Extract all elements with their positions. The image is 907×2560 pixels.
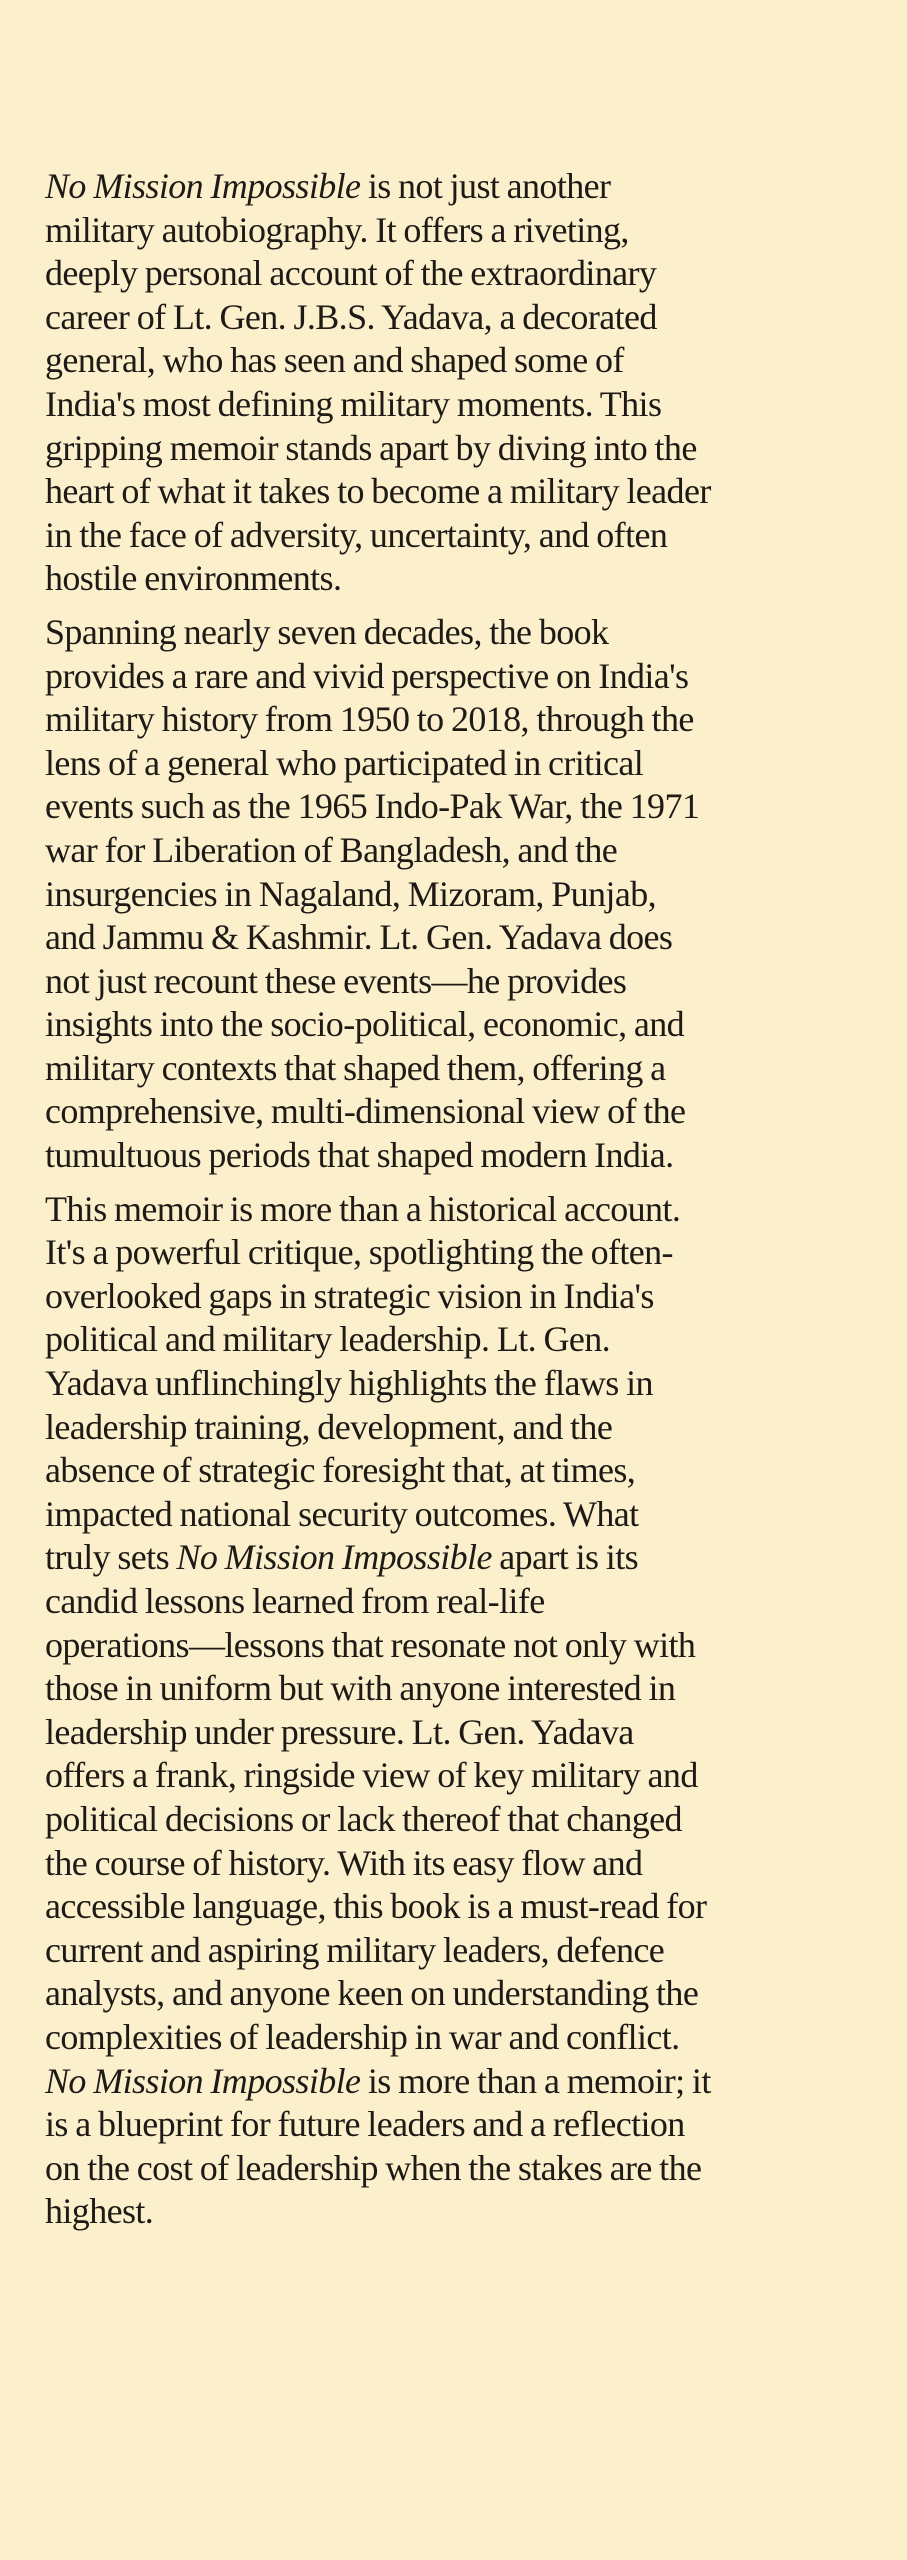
text-line [45, 873, 895, 917]
text-segment: is a blueprint for future leaders and a reflection [45, 2104, 685, 2145]
paragraph [45, 611, 895, 1178]
text-segment: political decisions or lack thereof that changed [45, 1798, 682, 1839]
book-title-italic: No Mission Impossible [176, 1537, 492, 1578]
text-segment: those in uniform but with anyone interested in [45, 1668, 676, 1709]
text-line [45, 1134, 895, 1178]
text-segment: analysts, and anyone keen on understanding the [45, 1973, 699, 2014]
text-segment: Spanning nearly seven decades, the book [45, 611, 609, 652]
text-segment: complexities of leadership in war and conflict. [45, 2016, 680, 2057]
text-line [45, 1449, 895, 1493]
text-segment: insurgencies in Nagaland, Mizoram, Punjab, [45, 873, 656, 914]
text-line [45, 2147, 895, 2191]
text-segment: candid lessons learned from real-life [45, 1581, 545, 1621]
text-line [45, 829, 895, 873]
text-line [45, 611, 895, 655]
text-line [45, 1536, 895, 1580]
text-segment: is more than a memoir; it [360, 2060, 711, 2101]
text-line [45, 427, 895, 471]
text-segment: gripping memoir stands apart by diving into the [45, 427, 697, 468]
text-segment: accessible language, this book is a must-read for [45, 1886, 707, 1927]
text-line [45, 296, 895, 340]
text-segment: impacted national security outcomes. What [45, 1493, 639, 1534]
text-line [45, 1798, 895, 1842]
text-line [45, 209, 895, 253]
text-segment: events such as the 1965 Indo-Pak War, the 1971 [45, 786, 700, 827]
text-segment: military history from 1950 to 2018, through the [45, 699, 694, 740]
text-line [45, 2103, 895, 2147]
text-segment: India's most defining military moments. This [45, 383, 662, 424]
text-line [45, 1624, 895, 1668]
text-line [45, 1047, 895, 1091]
text-segment: is not just another [360, 166, 611, 206]
text-segment: overlooked gaps in strategic vision in India's [45, 1275, 654, 1316]
text-line [45, 557, 895, 601]
text-line [45, 960, 895, 1004]
text-segment: current and aspiring military leaders, defence [45, 1929, 665, 1970]
text-segment: insights into the socio-political, economic, and [45, 1004, 685, 1045]
text-line [45, 1003, 895, 1047]
text-segment: leadership under pressure. Lt. Gen. Yadava [45, 1711, 634, 1752]
text-segment: heart of what it takes to become a military leader [45, 471, 711, 512]
text-line [45, 1972, 895, 2016]
text-line [45, 2060, 895, 2104]
text-line [45, 165, 895, 209]
text-line [45, 1406, 895, 1450]
text-line [45, 470, 895, 514]
text-segment: absence of strategic foresight that, at times, [45, 1450, 636, 1491]
text-segment: not just recount these events—he provides [45, 960, 627, 1001]
text-segment: provides a rare and vivid perspective on India's [45, 655, 689, 696]
text-line [45, 514, 895, 558]
text-line [45, 1493, 895, 1537]
text-segment: career of Lt. Gen. J.B.S. Yadava, a decorated [45, 296, 657, 337]
text-line [45, 742, 895, 786]
text-line [45, 1667, 895, 1711]
paragraph [45, 1188, 895, 2234]
text-line [45, 785, 895, 829]
text-segment: military autobiography. It offers a riveting, [45, 209, 629, 250]
text-line [45, 1188, 895, 1232]
text-line [45, 339, 895, 383]
text-line [45, 1275, 895, 1319]
text-line [45, 698, 895, 742]
text-segment: deeply personal account of the extraordinary [45, 253, 657, 294]
text-line [45, 1754, 895, 1798]
text-segment: truly sets [45, 1537, 177, 1578]
text-segment: offers a frank, ringside view of key military and [45, 1755, 698, 1796]
book-blurb [45, 165, 895, 2244]
text-segment: tumultuous periods that shaped modern India. [45, 1135, 674, 1176]
text-segment: It's a powerful critique, spotlighting the often- [45, 1232, 673, 1273]
text-line [45, 1929, 895, 1973]
text-line [45, 1711, 895, 1755]
text-segment: on the cost of leadership when the stakes are the [45, 2147, 702, 2188]
text-segment: operations—lessons that resonate not only with [45, 1624, 696, 1665]
text-line [45, 916, 895, 960]
text-line [45, 1090, 895, 1134]
text-line [45, 383, 895, 427]
paragraph [45, 165, 895, 601]
text-line [45, 2190, 895, 2234]
text-segment: comprehensive, multi-dimensional view of the [45, 1091, 686, 1132]
text-line [45, 252, 895, 296]
text-segment: leadership training, development, and the [45, 1406, 613, 1447]
text-line [45, 1885, 895, 1929]
text-segment: in the face of adversity, uncertainty, and often [45, 514, 668, 555]
text-segment: hostile environments. [45, 558, 342, 599]
text-segment: the course of history. With its easy flow and [45, 1842, 643, 1883]
book-title-italic: No Mission Impossible [45, 2060, 361, 2101]
text-segment: lens of a general who participated in critical [45, 742, 644, 783]
text-segment: highest. [45, 2191, 154, 2232]
text-line [45, 1580, 895, 1624]
text-segment: war for Liberation of Bangladesh, and the [45, 829, 618, 870]
text-segment: Yadava unflinchingly highlights the flaws in [45, 1363, 653, 1404]
text-segment: apart is its [491, 1537, 639, 1578]
text-line [45, 2016, 895, 2060]
text-segment: and Jammu & Kashmir. Lt. Gen. Yadava does [45, 917, 673, 958]
text-segment: This memoir is more than a historical account. [45, 1188, 681, 1229]
text-line [45, 655, 895, 699]
book-title-italic: No Mission Impossible [45, 166, 361, 206]
text-segment: general, who has seen and shaped some of [45, 340, 624, 381]
text-line [45, 1318, 895, 1362]
text-line [45, 1842, 895, 1886]
text-segment: military contexts that shaped them, offering a [45, 1047, 666, 1088]
text-line [45, 1231, 895, 1275]
text-line [45, 1362, 895, 1406]
text-segment: political and military leadership. Lt. Gen. [45, 1319, 611, 1360]
